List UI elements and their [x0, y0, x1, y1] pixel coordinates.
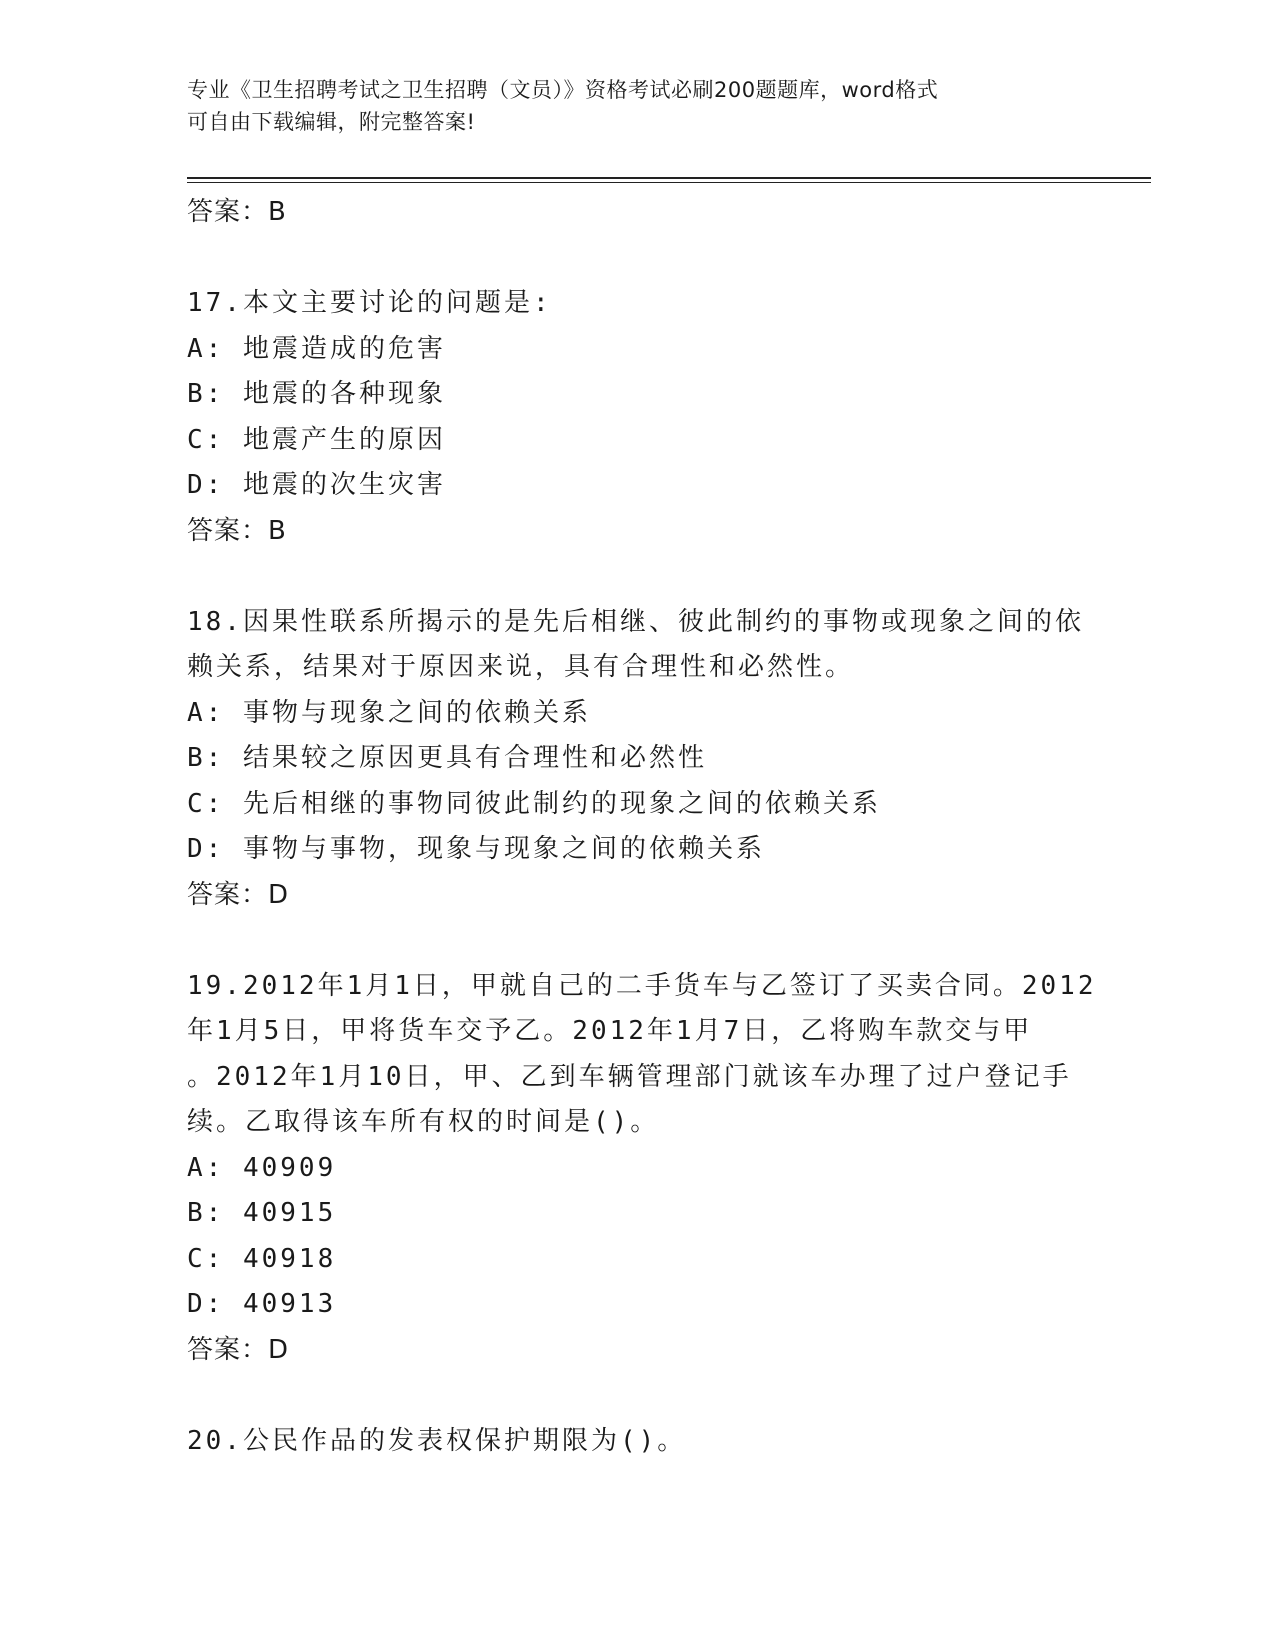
answer-16: 答案：B — [187, 197, 287, 227]
question-19 — [187, 964, 1097, 1372]
answer-18: 答案：D — [187, 879, 290, 910]
option-a: A: 事物与现象之间的依赖关系 — [187, 697, 591, 728]
question-stem — [187, 281, 1087, 327]
spacer — [187, 917, 1087, 964]
stem-line: 20.公民作品的发表权保护期限为()。 — [187, 1425, 687, 1456]
question-stem — [187, 964, 1097, 1146]
spacer — [187, 1372, 1087, 1419]
question-stem — [187, 1419, 1087, 1465]
option-d: D: 地震的次生灾害 — [187, 470, 446, 500]
option-c: C: 地震产生的原因 — [187, 424, 446, 455]
stem-line: 。2012年1月10日，甲、乙到车辆管理部门就该车办理了过户登记手 — [187, 1061, 1072, 1092]
option-c: C: 40918 — [187, 1243, 337, 1274]
question-17 — [187, 281, 1087, 553]
spacer — [187, 553, 1087, 600]
answer-17: 答案：B — [187, 515, 287, 546]
option-d: D: 40913 — [187, 1289, 337, 1319]
option-d: D: 事物与事物，现象与现象之间的依赖关系 — [187, 834, 765, 864]
stem-line: 续。乙取得该车所有权的时间是()。 — [187, 1107, 660, 1137]
option-a: A: 40909 — [187, 1152, 337, 1183]
stem-line: 赖关系，结果对于原因来说，具有合理性和必然性。 — [187, 652, 855, 682]
document-body — [187, 190, 1097, 1464]
option-b: B: 地震的各种现象 — [187, 379, 446, 409]
stem-line: 19.2012年1月1日，甲就自己的二手货车与乙签订了买卖合同。2012 — [187, 970, 1097, 1001]
answer-19: 答案：D — [187, 1334, 290, 1365]
question-20 — [187, 1419, 1087, 1465]
option-b: B: 结果较之原因更具有合理性和必然性 — [187, 743, 707, 773]
option-b: B: 40915 — [187, 1198, 337, 1228]
option-c: C: 先后相继的事物同彼此制约的现象之间的依赖关系 — [187, 788, 881, 819]
stem-line: 17.本文主要讨论的问题是: — [187, 288, 552, 318]
spacer — [187, 234, 1087, 281]
question-18 — [187, 600, 1087, 917]
header-rule-thin — [187, 182, 1151, 183]
document-header — [187, 74, 1067, 138]
option-a: A: 地震造成的危害 — [187, 333, 446, 364]
header-rule-thick — [187, 177, 1151, 179]
header-line-1: 专业《卫生招聘考试之卫生招聘（文员）》资格考试必刷200题题库，word格式 — [187, 78, 939, 102]
stem-line: 年1月5日，甲将货车交予乙。2012年1月7日，乙将购车款交与甲 — [187, 1016, 1033, 1046]
question-stem — [187, 600, 1087, 691]
stem-line: 18.因果性联系所揭示的是先后相继、彼此制约的事物或现象之间的依 — [187, 606, 1084, 637]
header-line-2: 可自由下载编辑，附完整答案! — [187, 110, 476, 134]
